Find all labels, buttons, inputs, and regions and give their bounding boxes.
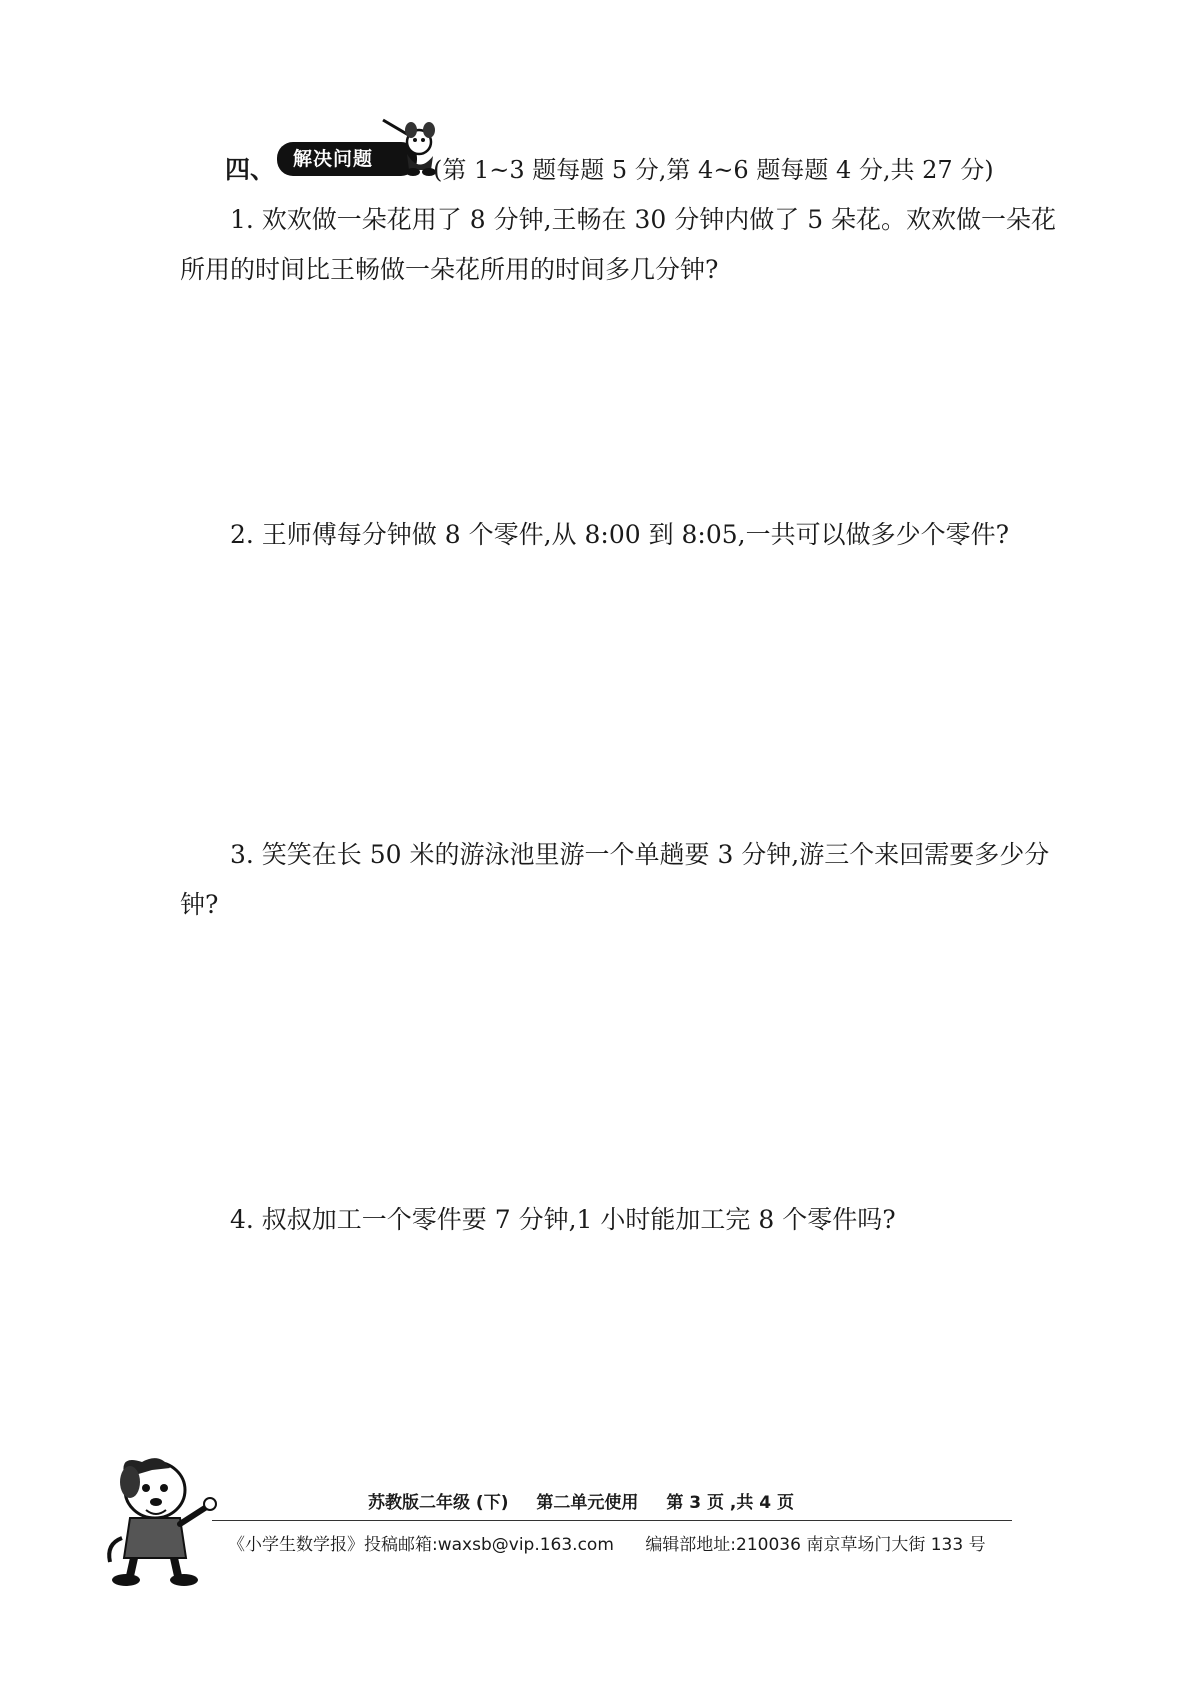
section-header [225,112,1045,184]
footer-mascot-icon [100,1448,230,1588]
question-3: 3. 笑笑在长 50 米的游泳池里游一个单趟要 3 分钟,游三个来回需要多少分钟? [180,840,1050,919]
footer-email: 《小学生数学报》投稿邮箱:waxsb@vip.163.com [228,1535,614,1555]
section-number: 四、 [225,155,276,184]
footer-unit: 第二单元使用 [536,1493,639,1513]
question-1: 1. 欢欢做一朵花用了 8 分钟,王畅在 30 分钟内做了 5 朵花。欢欢做一朵花所用的时间比王畅做一朵花所用的时间多几分钟? [180,205,1057,284]
footer-edition: 苏教版二年级 (下) [368,1493,509,1513]
footer-page: 第 3 页 ,共 4 页 [666,1493,795,1513]
section-badge: 解决问题 [277,142,417,176]
footer-contact [228,1530,1012,1555]
footer-info [368,1488,816,1513]
footer-divider [212,1520,1012,1521]
question-2: 2. 王师傅每分钟做 8 个零件,从 8:00 到 8:05,一共可以做多少个零件? [230,520,1010,549]
footer-address: 编辑部地址:210036 南京草场门大街 133 号 [645,1535,986,1555]
section-scoring: (第 1~3 题每题 5 分,第 4~6 题每题 4 分,共 27 分) [433,156,994,184]
question-4: 4. 叔叔加工一个零件要 7 分钟,1 小时能加工完 8 个零件吗? [230,1205,896,1234]
